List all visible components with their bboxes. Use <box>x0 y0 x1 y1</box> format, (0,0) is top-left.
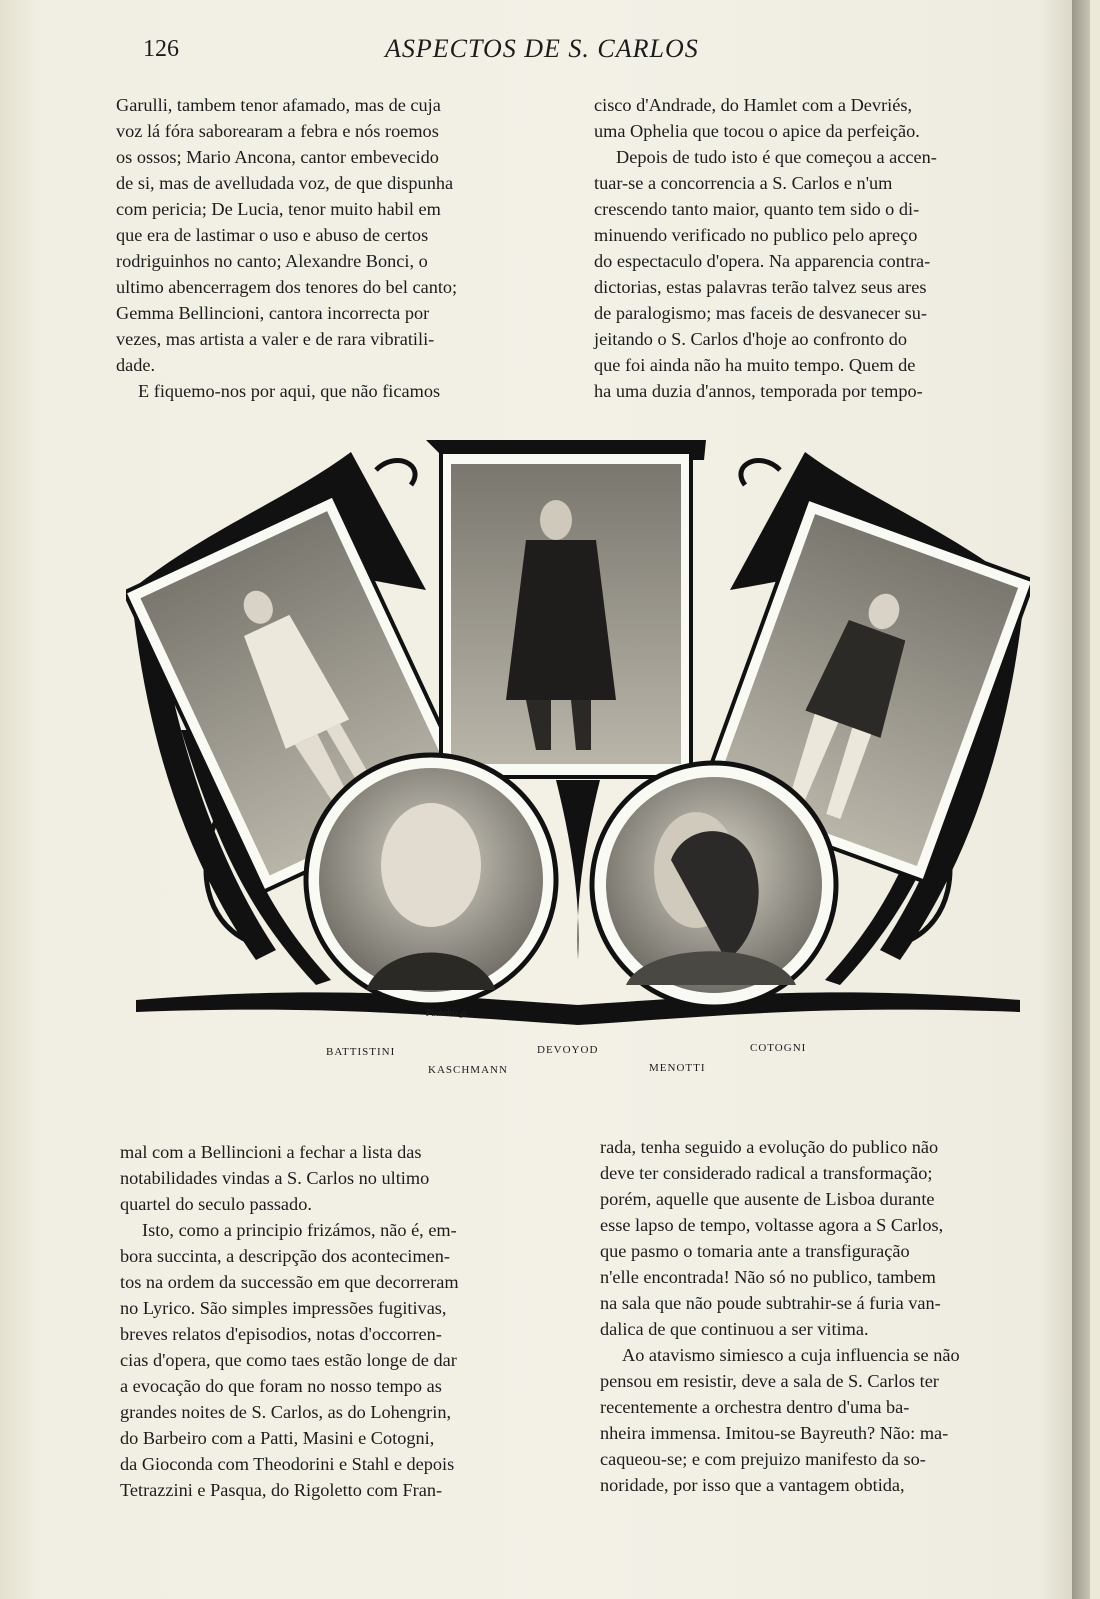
text-line: Garulli, tambem tenor afamado, mas de cuja <box>116 95 441 115</box>
text-line: ultimo abencerragem dos tenores do bel canto; <box>116 277 458 297</box>
photo-devoyod <box>441 452 691 777</box>
page-edge <box>1072 0 1090 1599</box>
text-line: n'elle encontrada! Não só no publico, tambem <box>600 1267 936 1287</box>
text-line: esse lapso de tempo, voltasse agora a S Carlos, <box>600 1215 944 1235</box>
text-line: que foi ainda não ha muito tempo. Quem de <box>594 355 916 375</box>
text-line: noridade, por isso que a vantagem obtida, <box>600 1475 905 1495</box>
portrait-menotti <box>592 763 836 1007</box>
text-line: jeitando o S. Carlos d'hoje ao confronto do <box>594 329 908 349</box>
portrait-kaschmann <box>306 755 556 1005</box>
caption-devoyod: DEVOYOD <box>537 1044 599 1056</box>
text-line: quartel do seculo passado. <box>120 1194 312 1214</box>
text-line: mal com a Bellincioni a fechar a lista das <box>120 1142 422 1162</box>
text-line: grandes noites de S. Carlos, as do Lohengrin, <box>120 1402 452 1422</box>
text-line: vezes, mas artista a valer e de rara vibratili- <box>116 329 435 349</box>
text-line: dade. <box>116 355 156 375</box>
text-line: E fiquemo-nos por aqui, que não ficamos <box>138 381 441 401</box>
caption-battistini: BATTISTINI <box>326 1046 396 1058</box>
text-line: que pasmo o tomaria ante a transfiguração <box>600 1241 910 1261</box>
text-line: cias d'opera, que como taes estão longe de dar <box>120 1350 457 1370</box>
caption-kaschmann: KASCHMANN <box>428 1064 508 1076</box>
text-line: que era de lastimar o uso e abuso de certos <box>116 225 429 245</box>
text-line: recentemente a orchestra dentro d'uma ba- <box>600 1397 910 1417</box>
text-line: voz lá fóra saborearam a febra e nós roemos <box>116 121 439 141</box>
text-line: Isto, como a principio frizámos, não é, em- <box>142 1220 457 1240</box>
text-line: de si, mas de avelludada voz, de que dispunha <box>116 173 454 193</box>
text-line: breves relatos d'episodios, notas d'occorren- <box>120 1324 442 1344</box>
text-line: rada, tenha seguido a evolução do publico não <box>600 1137 939 1157</box>
page-number: 126 <box>143 36 179 62</box>
text-line: uma Ophelia que tocou o apice da perfeição. <box>594 121 920 141</box>
text-line: pensou em resistir, deve a sala de S. Carlos ter <box>600 1371 939 1391</box>
text-line: Tetrazzini e Pasqua, do Rigoletto com Fran- <box>120 1480 443 1500</box>
text-line: de paralogismo; mas faceis de desvanecer su- <box>594 303 927 323</box>
text-line: Depois de tudo isto é que começou a accen- <box>616 147 937 167</box>
text-line: cisco d'Andrade, do Hamlet com a Devriés, <box>594 95 913 115</box>
text-line: na sala que não poude subtrahir-se á furia van- <box>600 1293 941 1313</box>
text-line: caqueou-se; e com prejuizo manifesto da so- <box>600 1449 926 1469</box>
text-line: nheira immensa. Imitou-se Bayreuth? Não: ma- <box>600 1423 949 1443</box>
text-line: no Lyrico. São simples impressões fugitivas, <box>120 1298 447 1318</box>
text-line: da Gioconda com Theodorini e Stahl e depois <box>120 1454 455 1474</box>
caption-cotogni: COTOGNI <box>750 1042 807 1054</box>
top-right-column <box>594 92 1034 404</box>
running-header: ASPECTOS DE S. CARLOS <box>385 34 699 63</box>
text-line: dalica de que continuou a ser vitima. <box>600 1319 869 1339</box>
portrait-illustration <box>126 440 1030 1040</box>
text-line: Gemma Bellincioni, cantora incorrecta por <box>116 303 430 323</box>
text-line: os ossos; Mario Ancona, cantor embevecido <box>116 147 439 167</box>
engraver-signature: Pinheiro gr. <box>426 1008 469 1018</box>
text-line: porém, aquelle que ausente de Lisboa durante <box>600 1189 935 1209</box>
text-line: dictorias, estas palavras terão talvez seus ares <box>594 277 927 297</box>
text-line: tuar-se a concorrencia a S. Carlos e n'um <box>594 173 893 193</box>
text-line: deve ter considerado radical a transformação; <box>600 1163 933 1183</box>
bottom-right-column <box>600 1134 1040 1498</box>
text-line: tos na ordem da successão em que decorreram <box>120 1272 459 1292</box>
text-line: rodriguinhos no canto; Alexandre Bonci, o <box>116 251 428 271</box>
text-line: ha uma duzia d'annos, temporada por tempo- <box>594 381 923 401</box>
caption-menotti: MENOTTI <box>649 1062 706 1074</box>
top-left-column <box>116 92 555 404</box>
text-line: Ao atavismo simiesco a cuja influencia se não <box>622 1345 960 1365</box>
text-line: do espectaculo d'opera. Na apparencia contra- <box>594 251 931 271</box>
text-line: do Barbeiro com a Patti, Masini e Cotogni, <box>120 1428 435 1448</box>
text-line: minuendo verificado no publico pelo apreço <box>594 225 918 245</box>
text-line: notabilidades vindas a S. Carlos no ultimo <box>120 1168 430 1188</box>
bottom-left-column <box>120 1139 560 1503</box>
text-line: a evocação do que foram no nosso tempo as <box>120 1376 442 1396</box>
text-line: bora succinta, a descripção dos acontecimen- <box>120 1246 450 1266</box>
text-line: crescendo tanto maior, quanto tem sido o di- <box>594 199 920 219</box>
text-line: com pericia; De Lucia, tenor muito habil em <box>116 199 441 219</box>
